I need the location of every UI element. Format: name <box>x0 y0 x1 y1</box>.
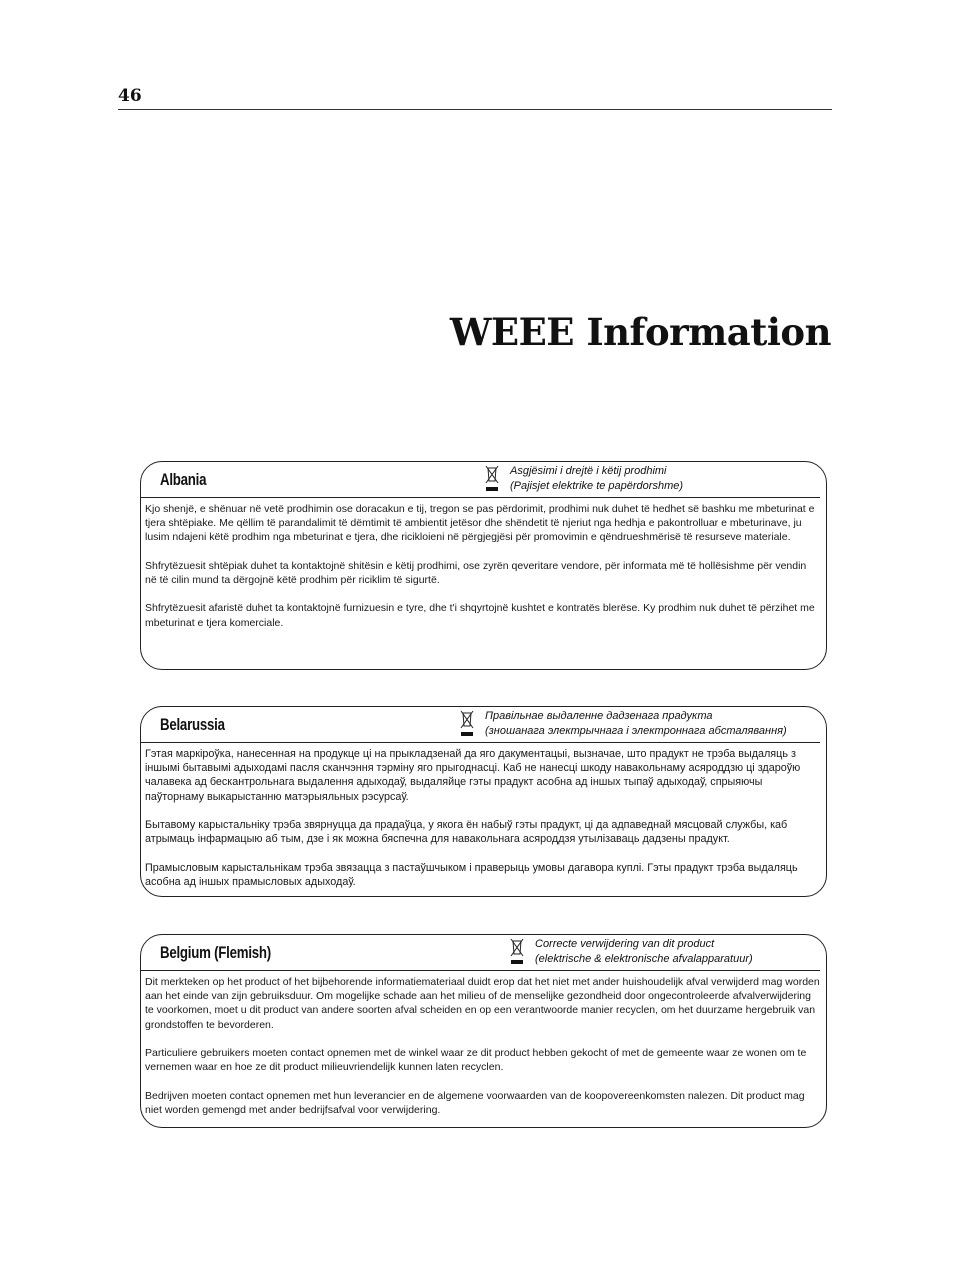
paragraph: Прамысловым карыстальнікам трэба звязацца з пастаўшчыком і праверыць умовы дагавора куплі. Гэты прадукт трэба выдаляць асобна ад іншых прамысловых адыходаў. <box>145 861 798 888</box>
disposal-title-line1: Asgjësimi i drejtë i këtij prodhimi <box>510 465 667 477</box>
disposal-title-line2: (зношанага электрычнага і электроннага абсталявання) <box>485 724 787 737</box>
disposal-title <box>485 709 787 738</box>
header-rule <box>118 109 832 110</box>
paragraph: Shfrytëzuesit afaristë duhet ta kontaktojnë furnizuesin e tyre, dhe t'i shqyrtojnë kushtet e kontratës blerëse. Ky prodhim nuk duhet të përzihet me mbeturinat e tjera komerciale. <box>145 602 815 629</box>
section-albania <box>140 461 827 670</box>
crossed-bin-icon <box>460 710 474 738</box>
paragraph: Kjo shenjë, e shënuar në vetë prodhimin ose doracakun e tij, tregon se pas përdorimit, prodhimi nuk duhet të hedhet së bashku me mbeturinat e tjera shtëpiake. Me qëllim të parandalimit të dëmtimit të ambientit jetësor dhe shëndetit të njeriut nga hedhja e pakontrolluar e mbeturinave, ju lusim ndajeni këtë prodhim nga mbeturinat e tjera, dhe ricikloieni në përgjegjësi për promovimin e qëndrueshmërisë të resurseve materiale. <box>145 503 815 544</box>
section-belgium-flemish <box>140 934 827 1128</box>
section-name: Belgium (Flemish) <box>160 943 271 962</box>
page-number: 46 <box>118 86 142 106</box>
section-name: Albania <box>160 470 207 489</box>
page-title: WEEE Information <box>449 310 831 354</box>
disposal-title-line2: (elektrische & elektronische afvalapparatuur) <box>535 952 753 965</box>
section-body <box>141 498 826 630</box>
section-body <box>141 971 826 1117</box>
paragraph: Бытавому карыстальніку трэба звярнуцца да прадаўца, у якога ён набыў гэты прадукт, ці да адпаведнай мясцовай службы, каб атрымаць інфармацыю аб тым, дзе і як можна бяспечна для навакольнага асяроддзя утылізаваць дадзены прадукт. <box>145 819 788 846</box>
disposal-title-line1: Correcte verwijdering van dit product <box>535 938 715 950</box>
section-body <box>141 743 826 889</box>
disposal-title-line1: Правільнае выдаленне дадзенага прадукта <box>485 710 713 722</box>
section-belarussia <box>140 706 827 897</box>
section-header <box>141 935 820 971</box>
crossed-bin-icon <box>485 465 499 493</box>
crossed-bin-icon <box>510 938 524 966</box>
paragraph: Shfrytëzuesit shtëpiak duhet ta kontaktojnë shitësin e këtij prodhimi, ose zyrën qeveritare vendore, për informata më të hollësishme për vendin në të cilin mund ta dërgojnë këtë prodhim për riciklim të sigurtë. <box>145 559 807 586</box>
disposal-title <box>535 937 753 966</box>
paragraph: Particuliere gebruikers moeten contact opnemen met de winkel waar ze dit product hebben gekocht of met de gemeente waar ze wonen om te vernemen waar en hoe ze dit product milieuvriendelijk kunnen laten recyclen. <box>145 1047 807 1074</box>
section-header <box>141 462 820 498</box>
disposal-title-line2: (Pajisjet elektrike te papërdorshme) <box>510 479 684 492</box>
paragraph: Dit merkteken op het product of het bijbehorende informatiemateriaal duidt erop dat het niet met ander huishoudelijk afval verwijderd mag worden aan het einde van zijn gebruiksduur. Om mogelijke schade aan het milieu of de menselijke gezondheid door ongecontroleerde afvalverwijdering te voorkomen, moet u dit product van andere soorten afval scheiden en op een verantwoorde manier recyclen, om het duurzame hergebruik van grondstoffen te bevorderen. <box>145 976 820 1031</box>
paragraph: Bedrijven moeten contact opnemen met hun leverancier en de algemene voorwaarden van de koopovereenkomsten nalezen. Dit product mag niet worden gemengd met ander bedrijfsafval voor verwijdering. <box>145 1089 805 1116</box>
paragraph: Гэтая маркіроўка, нанесенная на продукце ці на прыкладзенай да яго дакументацыі, вызначае, што прадукт не трэба выдаляць з іншымі бытавымі адыходамі пасля сканчэння тэрміну яго прыгоднасці. Каб не нанесці шкоду навакольнаму асяроддзю ці здароўю чалавека ад бескантрольнага выдалення адыходаў, выдаляйце гэты прадукт асобна ад іншых тыпаў адыходаў, спрыяючы паўторнаму выкарыстанню матэрыяльных рэсурсаў. <box>145 748 801 803</box>
disposal-title <box>510 464 683 493</box>
section-name: Belarussia <box>160 715 225 734</box>
section-header <box>141 707 820 743</box>
